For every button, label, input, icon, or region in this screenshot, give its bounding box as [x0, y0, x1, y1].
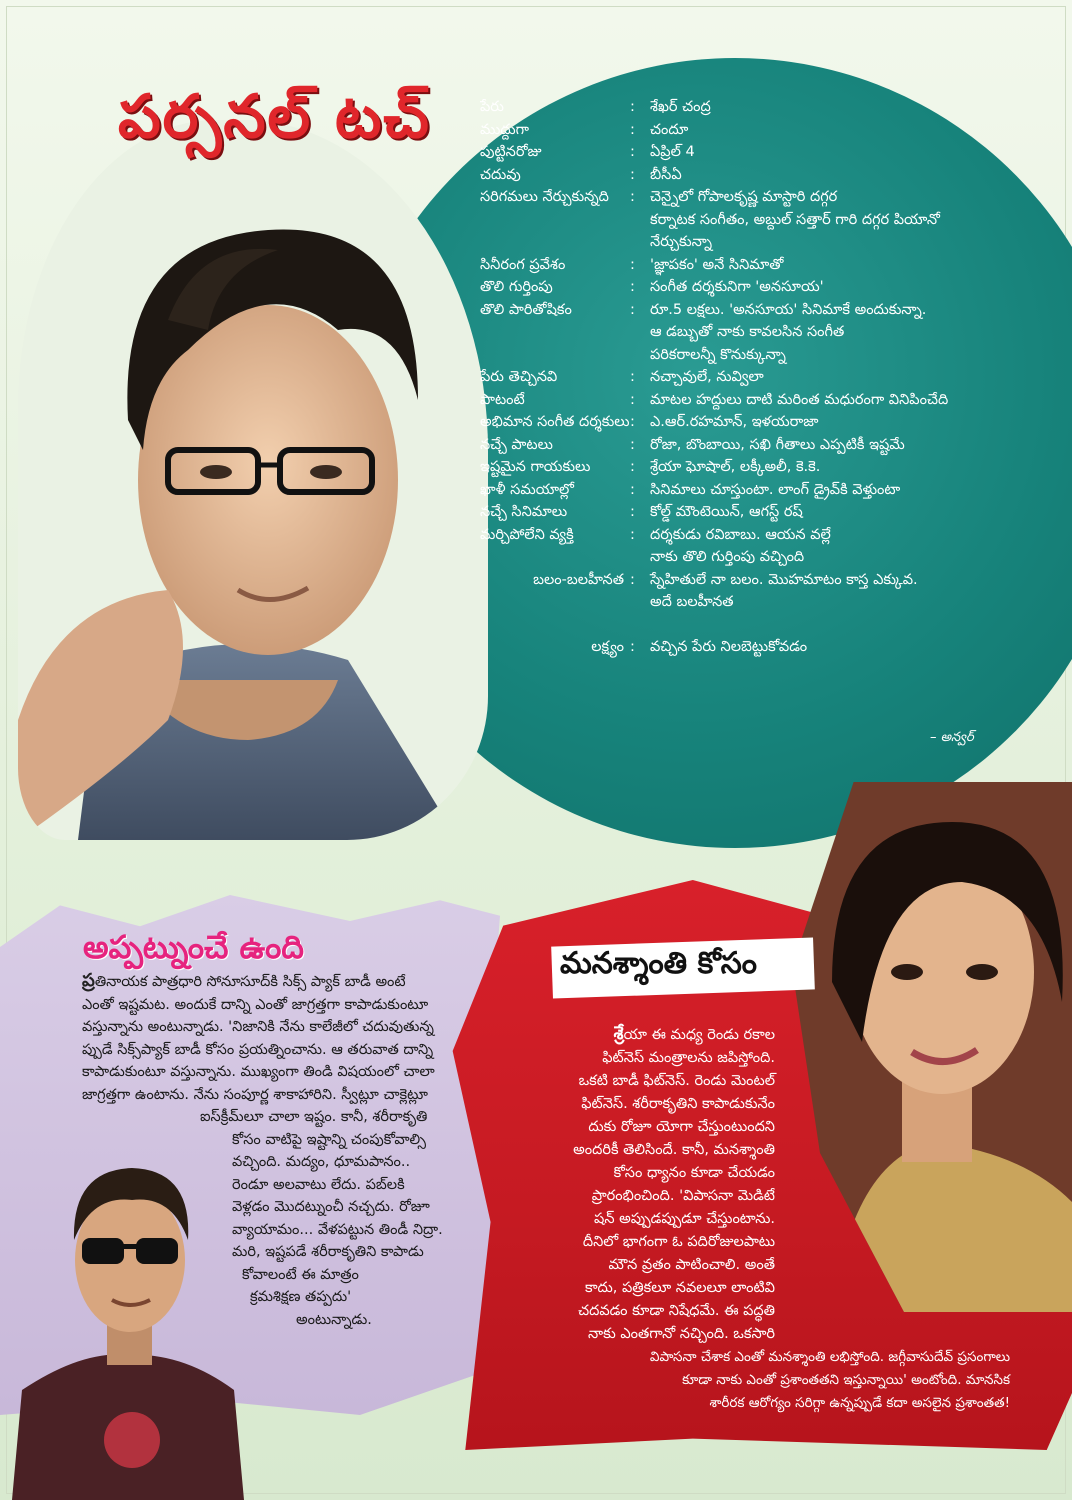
- bio-label: సినీరంగ ప్రవేశం: [480, 256, 566, 273]
- bio-row: [480, 501, 1060, 524]
- article-line: వ్యాయామం... వేళపట్టున తిండీ నిద్రా.: [232, 1221, 443, 1238]
- article-line-text: యా ఈ మధ్య రెండు రకాల: [623, 1027, 775, 1043]
- article-line: ప్పుడే సిక్స్‌ప్యాక్ బాడీ కోసం ప్రయత్నించాను. ఆ తరువాత దాన్ని: [82, 1041, 434, 1058]
- bio-row: [480, 479, 1060, 502]
- bio-label: ముద్దుగా: [480, 121, 529, 138]
- bio-row: [480, 389, 1060, 412]
- bio-list: [480, 96, 1060, 659]
- bio-value: స్నేహితులే నా బలం. మొహమాటం కాస్త ఎక్కువ.: [650, 571, 918, 588]
- bio-colon: :: [630, 391, 635, 408]
- bio-value: ఏప్రిల్ 4: [650, 144, 695, 160]
- bio-row: [480, 96, 1060, 119]
- article-line: [480, 1022, 950, 1047]
- article-line: ఎంతో ఇష్టమట. అందుకే దాన్ని ఎంతో జాగ్రత్తగా కాపాడుకుంటూ: [82, 996, 429, 1013]
- bio-row: [480, 411, 1060, 434]
- bio-colon: :: [630, 166, 635, 183]
- bio-value: దర్శకుడు రవిబాబు. ఆయన వల్లే: [650, 526, 831, 543]
- bio-colon: :: [630, 369, 635, 385]
- article-line: వచ్చింది. మద్యం, ధూమపానం..: [232, 1154, 411, 1170]
- bio-row-continuation: [480, 546, 1060, 569]
- bio-label: పాటంటే: [480, 391, 525, 408]
- bio-label: చదువు: [480, 166, 521, 183]
- bio-value: నచ్చావులే, నువ్విలా: [650, 369, 764, 385]
- author-credit: – అన్వర్: [930, 730, 974, 745]
- bio-row: [480, 119, 1060, 142]
- dropcap: ప్ర: [82, 970, 95, 991]
- bio-row-spacer: [480, 614, 1060, 637]
- actor-illustration: [12, 1140, 244, 1500]
- bio-label: [480, 614, 630, 637]
- bio-colon: :: [630, 504, 635, 520]
- article-line: మరి, ఇష్టపడే శరీరాకృతిని కాపాడు: [232, 1244, 424, 1260]
- bio-value: శ్రేయా ఘోషాల్, లక్కీఅలీ, కె.కె.: [650, 459, 821, 475]
- bio-colon: :: [630, 121, 635, 138]
- bio-value: చందూ: [650, 121, 689, 138]
- article-line: విపాసనా చేశాక ఎంతో మనశ్శాంతి లభిస్తోంది. జగ్గీవాసుదేవ్ ప్రసంగాలు: [649, 1349, 1010, 1365]
- bio-label: సరిగమలు నేర్చుకున్నది: [480, 189, 609, 205]
- bio-colon: :: [630, 301, 635, 318]
- article-line: [82, 970, 482, 994]
- article-line: అంటున్నాడు.: [296, 1311, 372, 1328]
- bio-row: [480, 254, 1060, 277]
- bio-label: తొలి గుర్తింపు: [480, 279, 553, 295]
- bio-colon: :: [630, 144, 635, 160]
- bio-value: చెన్నైలో గోపాలకృష్ణ మాస్టారి దగ్గర: [650, 189, 838, 205]
- bio-label: అభిమాన సంగీత దర్శకులు: [480, 414, 630, 430]
- article-line: రెండూ అలవాటు లేదు. పబ్‌లకి: [232, 1176, 405, 1193]
- bio-row: [480, 299, 1060, 322]
- bio-value: రోజా, బొంబాయి, సఖి గీతాలు ఎప్పటికీ ఇష్టమే: [650, 436, 905, 453]
- bio-colon: :: [630, 99, 635, 115]
- article-line: మౌన వ్రతం పాటించాలి. అంతే: [608, 1257, 775, 1273]
- bio-value: కర్నాటక సంగీతం, అబ్దుల్ సత్తార్ గారి దగ్గర పియానో: [650, 211, 940, 228]
- bio-value: ఎ.ఆర్.రహమాన్, ఇళయరాజా: [650, 414, 819, 430]
- bio-value: అదే బలహీనత: [650, 594, 734, 610]
- bio-label: పుట్టినరోజు: [480, 144, 542, 160]
- article-line: ఫిట్‌నెస్. శరీరాకృతిని కాపాడుకునేం: [581, 1096, 775, 1112]
- bio-value: ఆ డబ్బుతో నాకు కావలసిన సంగీత: [650, 324, 845, 340]
- article-line: ఐస్‌క్రీమ్‌లూ చాలా ఇష్టం. కానీ, శరీరాకృతి: [200, 1109, 428, 1125]
- bio-label: [480, 344, 630, 367]
- bio-row-continuation: [480, 209, 1060, 232]
- article-line: చదవడం కూడా నిషేధమే. ఈ పద్ధతి: [578, 1303, 775, 1319]
- article-line: కోవాలంటే ఈ మాత్రం: [242, 1266, 359, 1283]
- bio-label: నచ్చే సినిమాలు: [480, 504, 568, 520]
- bio-row: [480, 164, 1060, 187]
- bio-value: రూ.5 లక్షలు. 'అనసూయ' సినిమాకే అందుకున్నా.: [650, 301, 927, 318]
- bio-colon: :: [630, 189, 635, 205]
- bio-value: 'జ్ఞాపకం' అనే సినిమాతో: [650, 256, 784, 273]
- bio-row-continuation: [480, 344, 1060, 367]
- bio-row: [480, 524, 1060, 547]
- article-line: దుకు రోజూ యోగా చేస్తుంటుందని: [588, 1119, 775, 1135]
- bio-row-continuation: [480, 321, 1060, 344]
- left-article-heading: అప్పట్నుంచే ఉంది: [83, 928, 304, 966]
- actor-photo: [12, 1140, 244, 1500]
- bio-colon: :: [630, 256, 635, 273]
- page-title: పర్సనల్ టచ్: [118, 82, 431, 152]
- bio-value: వచ్చిన పేరు నిలబెట్టుకోవడం: [650, 639, 808, 655]
- article-line: కోసం వాటిపై ఇష్టాన్ని చంపుకోవాల్సి: [232, 1131, 427, 1148]
- bio-value: పరికరాలన్నీ కొనుక్కున్నా: [650, 346, 786, 363]
- bio-value: సంగీత దర్శకునిగా 'అనసూయ': [650, 279, 824, 295]
- portrait-illustration: [18, 120, 488, 840]
- musician-portrait-photo: [18, 120, 488, 840]
- article-line: కాపాడుకుంటూ వస్తున్నాను. ముఖ్యంగా తిండి విషయంలో చాలా: [82, 1064, 435, 1080]
- article-line: కోసం ధ్యానం కూడా చేయడం: [613, 1165, 775, 1181]
- article-line: కాదు, పత్రికలూ నవలలూ లాంటివి: [584, 1280, 775, 1296]
- bio-row: [480, 434, 1060, 457]
- bio-colon: :: [630, 414, 635, 430]
- bio-colon: :: [630, 481, 635, 498]
- bio-row: [480, 456, 1060, 479]
- article-line: అందరికీ తెలిసిందే. కానీ, మనశ్శాంతి: [573, 1142, 775, 1158]
- article-line: షన్ అప్పుడప్పుడూ చేస్తుంటాను.: [594, 1211, 775, 1227]
- right-article-heading: మనశ్శాంతి కోసం: [560, 946, 758, 981]
- bio-label: బలం-బలహీనత: [533, 571, 624, 588]
- bio-row: [480, 141, 1060, 164]
- article-line: కూడా నాకు ఎంతో ప్రశాంతతని ఇస్తున్నాయి' అంటోంది. మానసిక: [682, 1372, 1010, 1388]
- article-line: నాకు ఎంతగానో నచ్చింది. ఒకసారి: [588, 1326, 775, 1342]
- bio-colon: :: [630, 571, 635, 588]
- article-line: జాగ్రత్తగా ఉంటాను. నేను సంపూర్ణ శాకాహారిని. స్వీట్లూ చాక్లెట్లూ: [82, 1086, 428, 1103]
- article-line: దీనిలో భాగంగా ఓ పదిరోజులపాటు: [582, 1234, 775, 1250]
- bio-colon: :: [630, 436, 635, 453]
- bio-label: [480, 231, 630, 254]
- bio-label: మర్చిపోలేని వ్యక్తి: [480, 526, 574, 543]
- bio-row-continuation: [480, 231, 1060, 254]
- bio-label: [480, 321, 630, 344]
- bio-value: [650, 614, 1060, 637]
- bio-colon: :: [630, 639, 635, 655]
- bio-value: నేర్చుకున్నా: [650, 234, 713, 250]
- article-line: క్రమశిక్షణ తప్పదు': [250, 1289, 352, 1305]
- bio-value: నాకు తొలి గుర్తింపు వచ్చింది: [650, 549, 805, 565]
- article-line: ప్రారంభించింది. 'విపాసనా మెడిటే: [591, 1188, 775, 1204]
- bio-row-continuation: [480, 591, 1060, 614]
- bio-label: తొలి పారితోషికం: [480, 301, 572, 318]
- bio-value: మాటల హద్దులు దాటి మరింత మధురంగా వినిపించేది: [650, 391, 949, 408]
- bio-row: [480, 636, 1060, 659]
- bio-value: శేఖర్ చంద్ర: [650, 99, 711, 115]
- bio-row: [480, 569, 1060, 592]
- bio-label: [480, 591, 630, 614]
- bio-label: పేరు: [480, 99, 504, 115]
- bio-value: సినిమాలు చూస్తుంటా. లాంగ్ డ్రైవ్‌కి వెళ్తుంటా: [650, 481, 901, 498]
- article-line: వెళ్లడం మొదట్నుంచీ నచ్చదు. రోజూ: [232, 1199, 430, 1215]
- bio-value: బీసీఏ: [650, 166, 682, 183]
- article-line: ఒకటి బాడీ ఫిట్‌నెస్. రెండు మెంటల్: [578, 1073, 775, 1089]
- article-line-text: తినాయక పాత్రధారి సోనూసూద్‌కి సిక్స్ ప్యాక్ బాడీ అంటే: [94, 974, 406, 990]
- bio-row: [480, 276, 1060, 299]
- bio-label: ఖాళీ సమయాల్లో: [480, 481, 574, 498]
- bio-value: కోల్డ్ మౌంటెయిన్, ఆగస్ట్ రష్: [650, 504, 803, 520]
- article-line: ఫిట్‌నెస్ మంత్రాలను జపిస్తోంది.: [602, 1050, 775, 1066]
- article-line: శారీరక ఆరోగ్యం సరిగ్గా ఉన్నప్పుడే కదా అసలైన ప్రశాంతత!: [709, 1395, 1010, 1411]
- bio-row: [480, 366, 1060, 389]
- bio-colon: :: [630, 279, 635, 295]
- bio-label: పేరు తెచ్చినవి: [480, 369, 558, 385]
- bio-colon: :: [630, 526, 635, 543]
- bio-colon: :: [630, 459, 635, 475]
- bio-label: [480, 546, 630, 569]
- bio-row: [480, 186, 1060, 209]
- right-article-body: [480, 1022, 1010, 1415]
- bio-label: లక్ష్యం: [591, 639, 624, 655]
- bio-label: [480, 209, 630, 232]
- bio-label: నచ్చే పాటలు: [480, 436, 553, 453]
- dropcap: శ్రే: [613, 1023, 624, 1044]
- bio-label: ఇష్టమైన గాయకులు: [480, 459, 591, 475]
- article-line: వస్తున్నాను అంటున్నాడు. 'నిజానికి నేను కాలేజీలో చదువుతున్న: [82, 1019, 434, 1035]
